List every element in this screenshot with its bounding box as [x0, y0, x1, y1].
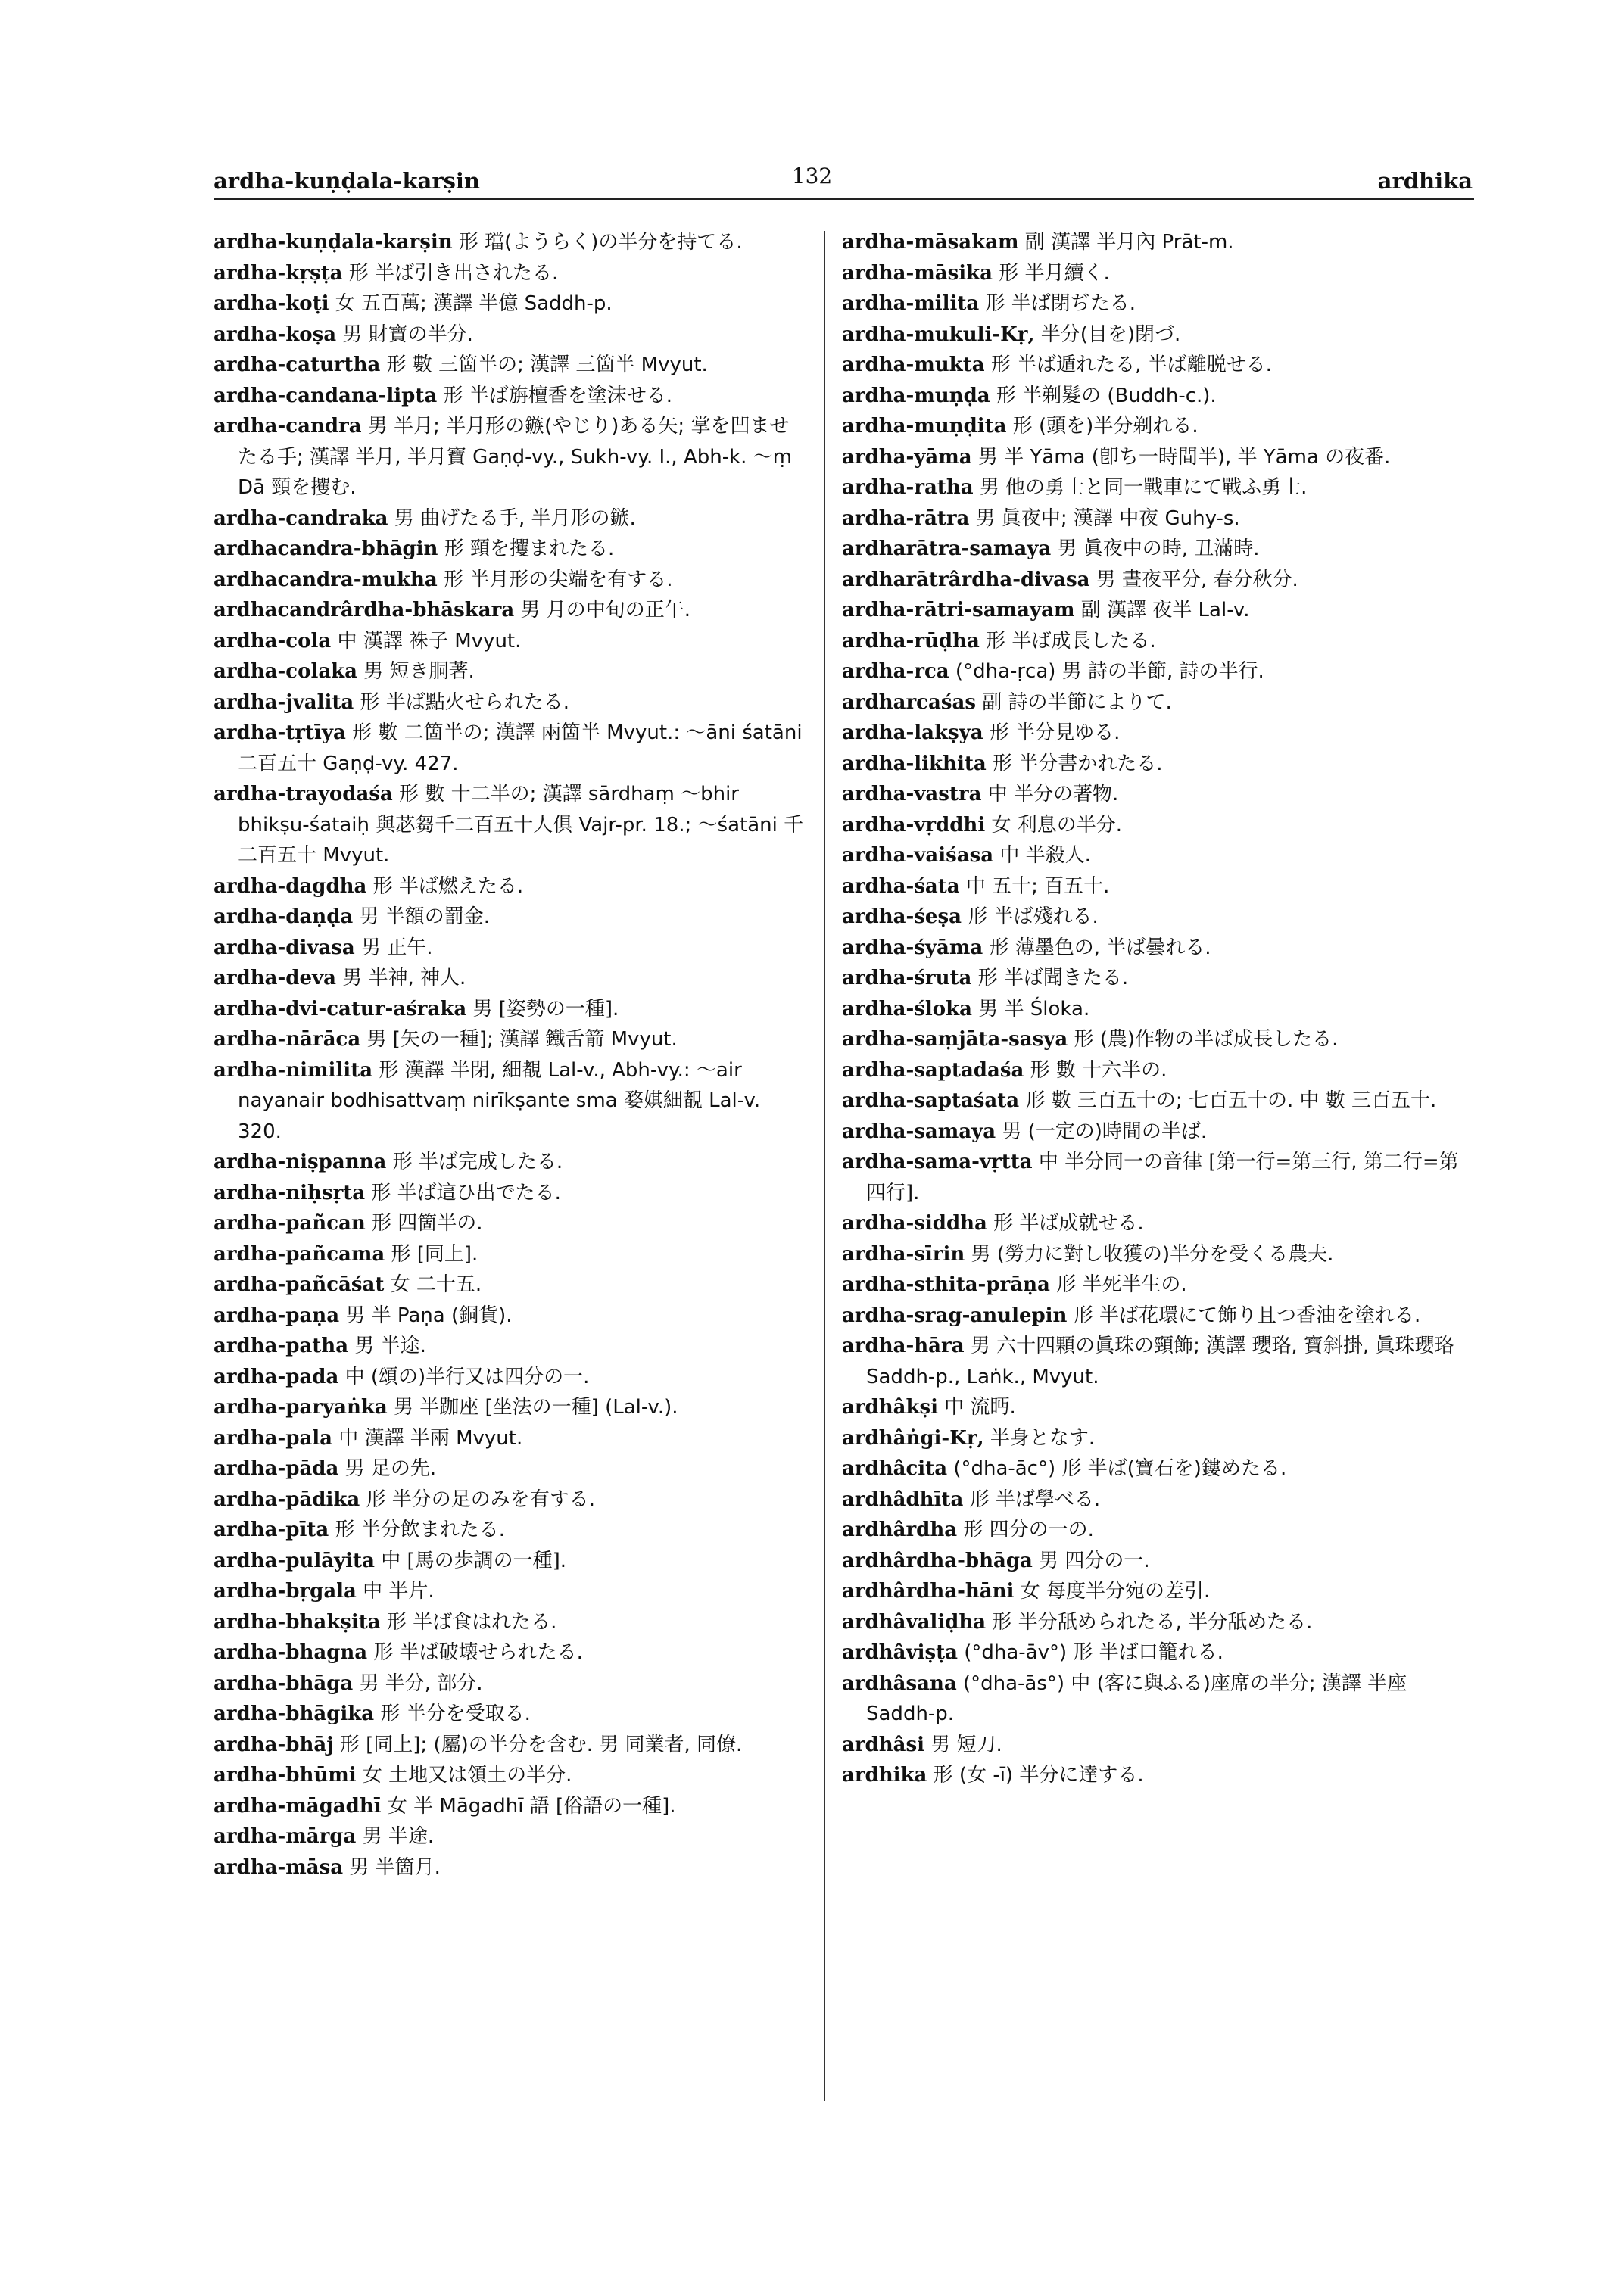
dictionary-entry	[842, 902, 1478, 933]
dictionary-entry	[842, 994, 1478, 1025]
dictionary-entry	[214, 1178, 804, 1209]
dictionary-entry	[214, 1668, 804, 1699]
entry-headword: ardha-daṇḍa	[214, 905, 354, 928]
dictionary-entry	[842, 749, 1478, 780]
entry-definition: (°dha-ās°) 中 (客に與ふる)座席の半分; 漢譯 半座 Saddh-p.	[866, 1671, 1407, 1725]
entry-headword: ardhâvaliḍha	[842, 1610, 987, 1634]
dictionary-entry	[214, 1055, 804, 1148]
entry-definition: 男 半月; 半月形の鏃(やじり)ある矢; 掌を凹ませたる手; 漢譯 半月, 半月寶 Gaṇḍ-vy., Sukh-vy. I., Abh-k. 〜ṃ Dā 頸を攫む.	[238, 415, 793, 499]
entry-headword: ardha-candraka	[214, 506, 388, 530]
dictionary-entry	[214, 1546, 804, 1577]
entry-headword: ardha-niṣpanna	[214, 1151, 387, 1173]
entry-definition: 中 半片.	[363, 1580, 435, 1603]
entry-definition: 男 四分の一.	[1039, 1549, 1150, 1572]
entry-definition: 男 半額の罰金.	[359, 905, 491, 928]
dictionary-entry	[214, 1362, 804, 1393]
dictionary-entry	[214, 1301, 804, 1332]
entry-definition: 中 半分の著物.	[987, 783, 1119, 805]
dictionary-entry	[214, 1760, 804, 1791]
dictionary-entry	[842, 1208, 1478, 1239]
dictionary-entry	[214, 1239, 804, 1270]
entry-definition: 形 半死半生の.	[1056, 1273, 1187, 1296]
entry-definition: 男 [姿勢の一種].	[472, 997, 619, 1020]
entry-definition: 形 半分飲まれたる.	[335, 1519, 505, 1541]
dictionary-entry	[842, 288, 1478, 319]
entry-definition: 男 眞夜中の時, 丑滿時.	[1057, 537, 1260, 560]
entry-definition: 形 半ば學べる.	[969, 1488, 1101, 1511]
dictionary-entry	[214, 994, 804, 1025]
dictionary-entry	[842, 1485, 1478, 1516]
entry-headword: ardha-nārāca	[214, 1028, 361, 1051]
entry-headword: ardha-patha	[214, 1335, 349, 1357]
dictionary-entry	[214, 1208, 804, 1239]
entry-headword: ardha-paryaṅka	[214, 1396, 388, 1419]
entry-headword: ardha-śata	[842, 874, 960, 898]
entry-headword: ardhacandra-mukha	[214, 568, 438, 591]
entry-headword: ardha-bhakṣita	[214, 1610, 381, 1634]
entry-definition: 形 半ば點火せられたる.	[360, 690, 570, 714]
entry-headword: ardhacandrârdha-bhāskara	[214, 599, 515, 622]
entry-headword: ardha-bhāj	[214, 1733, 334, 1756]
dictionary-entry	[214, 534, 804, 565]
entry-definition: 形 半ば旃檀香を塗沫せる.	[443, 384, 673, 407]
dictionary-entry	[842, 534, 1478, 565]
entry-headword: ardha-pīta	[214, 1519, 329, 1541]
entry-definition: 形 (女 -ī) 半分に達する.	[933, 1764, 1144, 1787]
entry-definition: 男 半 Śloka.	[978, 997, 1090, 1020]
entry-definition: 女 半 Māgadhī 語 [俗語の一種].	[387, 1794, 676, 1818]
dictionary-entry	[842, 1607, 1478, 1638]
entry-definition: 男 半 Yāma (卽ち一時間半), 半 Yāma の夜番.	[977, 445, 1391, 469]
entry-definition: 形 半ば聞きたる.	[977, 967, 1129, 989]
entry-headword: ardha-candana-lipta	[214, 384, 438, 407]
entry-headword: ardhâkṣi	[842, 1396, 939, 1419]
entry-definition: 男 六十四顆の眞珠の頸飾; 漢譯 瓔珞, 寶斜掛, 眞珠瓔珞 Saddh-p., Laṅk., Mvyut.	[866, 1335, 1454, 1388]
entry-headword: ardha-saptaśata	[842, 1089, 1020, 1112]
dictionary-entry	[842, 963, 1478, 994]
entry-headword: ardha-rātra	[842, 506, 970, 530]
entry-headword: ardha-paṇa	[214, 1304, 340, 1327]
entry-headword: ardha-saptadaśa	[842, 1058, 1024, 1082]
dictionary-entry	[842, 1331, 1478, 1392]
entry-headword: ardha-māsa	[214, 1855, 344, 1879]
entry-definition: 男 半途.	[362, 1825, 435, 1848]
dictionary-entry	[842, 442, 1478, 473]
entry-definition: 男 短き胴著.	[363, 660, 475, 683]
dictionary-entry	[842, 626, 1478, 657]
entry-headword: ardha-niḥsṛta	[214, 1181, 366, 1204]
entry-definition: 形 半ば殘れる.	[968, 905, 1099, 928]
entry-definition: 男 足の先.	[344, 1457, 437, 1480]
entry-headword: ardha-mukuli-Kṛ,	[842, 322, 1035, 346]
entry-definition: 男 半 Paṇa (銅貨).	[345, 1304, 513, 1327]
dictionary-entry	[842, 779, 1478, 810]
dictionary-entry	[842, 503, 1478, 534]
entry-headword: ardha-divasa	[214, 936, 355, 959]
entry-definition: 男 [矢の一種]; 漢譯 鐵舌箭 Mvyut.	[366, 1028, 678, 1051]
dictionary-entry	[214, 381, 804, 412]
entry-definition: 男 半分, 部分.	[359, 1671, 483, 1695]
entry-headword: ardha-bṛgala	[214, 1580, 357, 1603]
page-header	[0, 164, 1624, 206]
entry-definition: 形 半ば花環にて飾り且つ香油を塗れる.	[1073, 1304, 1421, 1327]
entry-headword: ardha-bhūmi	[214, 1764, 357, 1787]
entry-definition: 形 半ば閉ぢたる.	[985, 292, 1136, 315]
dictionary-entry	[842, 1730, 1478, 1761]
entry-definition: 中 漢譯 半兩 Mvyut.	[338, 1426, 523, 1450]
dictionary-entry	[214, 565, 804, 596]
entry-definition: 中 [馬の歩調の一種].	[381, 1549, 567, 1572]
entry-headword: ardha-koṭi	[214, 292, 329, 315]
entry-definition: 形 璫(ようらく)の半分を持てる.	[458, 231, 743, 254]
entry-definition: 形 薄墨色の, 半ば曇れる.	[989, 936, 1211, 959]
entry-definition: 形 數 三箇半の; 漢譯 三箇半 Mvyut.	[386, 354, 708, 376]
entry-headword: ardha-samaya	[842, 1120, 996, 1143]
entry-definition: 半身となす.	[990, 1426, 1096, 1450]
entry-definition: 形 半分見ゆる.	[989, 721, 1121, 744]
entry-definition: 男 眞夜中; 漢譯 中夜 Guhy-s.	[975, 506, 1240, 530]
running-head-left: ardha-kuṇḍala-karṣin	[214, 168, 481, 194]
entry-headword: ardhâcita	[842, 1457, 948, 1480]
dictionary-entry	[842, 1637, 1478, 1668]
left-column	[214, 227, 804, 1883]
entry-definition: 男 (一定の)時間の半ば.	[1002, 1120, 1208, 1143]
entry-headword: ardhârdha	[842, 1519, 958, 1541]
dictionary-entry	[214, 626, 804, 657]
entry-headword: ardha-cola	[214, 629, 332, 653]
entry-headword: ardhâdhīta	[842, 1488, 964, 1511]
entry-definition: 形 半月續く.	[999, 261, 1110, 285]
entry-headword: ardha-śeṣa	[842, 905, 962, 928]
dictionary-entry	[214, 595, 804, 626]
page-number: 132	[791, 164, 833, 188]
column-divider	[824, 231, 825, 2101]
entry-definition: 中 半分同一の音律 [第一行=第三行, 第二行=第四行].	[866, 1151, 1459, 1204]
entry-definition: 男 月の中旬の正午.	[520, 599, 690, 622]
dictionary-entry	[214, 1453, 804, 1485]
entry-headword: ardha-koṣa	[214, 322, 337, 346]
dictionary-entry	[214, 1147, 804, 1178]
dictionary-entry	[842, 258, 1478, 289]
entry-definition: 女 利息の半分.	[991, 813, 1123, 837]
entry-definition: 形 (頭を)半分剃れる.	[1012, 415, 1199, 438]
entry-headword: ardharcaśas	[842, 690, 976, 714]
entry-definition: 形 半ば成就せる.	[993, 1212, 1144, 1235]
entry-definition: (°dha-ṛca) 男 詩の半節, 詩の半行.	[955, 660, 1264, 683]
entry-definition: 男 (勞力に對し收獲の)半分を受くる農夫.	[971, 1242, 1334, 1266]
entry-definition: 形 半ば這ひ出でたる.	[371, 1181, 561, 1204]
dictionary-entry	[842, 1515, 1478, 1546]
entry-headword: ardha-nimilita	[214, 1058, 373, 1082]
dictionary-entry	[842, 1055, 1478, 1086]
entry-headword: ardhika	[842, 1764, 927, 1787]
entry-headword: ardhârdha-hāni	[842, 1580, 1015, 1603]
entry-definition: 男 他の勇士と同一戰車にて戰ふ勇士.	[979, 476, 1308, 499]
entry-headword: ardha-bhagna	[214, 1641, 368, 1664]
entry-definition: 形 半ば成長したる.	[986, 629, 1156, 653]
entry-headword: ardha-candra	[214, 415, 362, 438]
entry-definition: 形 半月形の尖端を有する.	[444, 568, 673, 591]
dictionary-entry	[214, 258, 804, 289]
entry-definition: 形 半ば遁れたる, 半ば離脱せる.	[990, 354, 1272, 376]
dictionary-entry	[214, 902, 804, 933]
entry-headword: ardha-pāda	[214, 1457, 339, 1480]
entry-definition: 副 漢譯 半月內 Prāt-m.	[1024, 231, 1234, 254]
entry-headword: ardha-muṇḍita	[842, 415, 1007, 438]
dictionary-entry	[842, 1301, 1478, 1332]
entry-definition: 中 五十; 百五十.	[965, 874, 1110, 898]
entry-headword: ardha-rūḍha	[842, 629, 980, 653]
entry-definition: 形 [同上].	[391, 1242, 478, 1266]
dictionary-entry	[214, 871, 804, 902]
dictionary-entry	[214, 1485, 804, 1516]
dictionary-entry	[214, 319, 804, 350]
entry-headword: ardha-bhāgika	[214, 1703, 375, 1725]
entry-definition: 男 曲げたる手, 半月形の鏃.	[394, 506, 636, 530]
entry-headword: ardha-milita	[842, 292, 980, 315]
entry-definition: 男 財寶の半分.	[342, 322, 473, 346]
dictionary-entry	[214, 963, 804, 994]
dictionary-entry	[842, 1239, 1478, 1270]
entry-definition: 男 半箇月.	[349, 1855, 441, 1879]
dictionary-entry	[842, 1147, 1478, 1208]
dictionary-entry	[214, 1024, 804, 1055]
entry-headword: ardhâsi	[842, 1733, 924, 1756]
entry-headword: ardha-tṛtīya	[214, 721, 346, 744]
entry-definition: 形 半分を受取る.	[380, 1703, 531, 1725]
entry-headword: ardha-vaiśasa	[842, 844, 994, 867]
entry-headword: ardha-pañcan	[214, 1212, 366, 1235]
entry-headword: ardha-jvalita	[214, 690, 354, 714]
dictionary-entry	[214, 1730, 804, 1761]
entry-definition: 形 半分舐められたる, 半分舐めたる.	[992, 1610, 1313, 1634]
entry-headword: ardha-kṛṣṭa	[214, 261, 343, 285]
entry-headword: ardha-lakṣya	[842, 721, 983, 744]
header-rule	[214, 198, 1474, 200]
dictionary-entry	[214, 350, 804, 381]
entry-headword: ardha-mukta	[842, 354, 985, 376]
entry-definition: 半分(目を)閉づ.	[1040, 322, 1181, 346]
dictionary-entry	[842, 840, 1478, 871]
entry-headword: ardha-deva	[214, 967, 336, 989]
dictionary-entry	[842, 1423, 1478, 1454]
dictionary-entry	[842, 656, 1478, 687]
entry-headword: ardha-muṇḍa	[842, 384, 990, 407]
dictionary-entry	[842, 1453, 1478, 1485]
entry-headword: ardha-pulāyita	[214, 1549, 375, 1572]
dictionary-entry	[214, 1607, 804, 1638]
entry-headword: ardhârdha-bhāga	[842, 1549, 1033, 1572]
dictionary-entry	[842, 595, 1478, 626]
entry-headword: ardha-rca	[842, 660, 949, 683]
dictionary-entry	[842, 1668, 1478, 1730]
entry-definition: 副 詩の半節によりて.	[982, 690, 1172, 714]
dictionary-entry	[214, 1576, 804, 1607]
dictionary-entry	[214, 411, 804, 503]
entry-definition: 形 半分書かれたる.	[992, 752, 1163, 775]
entry-definition: 男 半神, 神人.	[342, 967, 466, 989]
dictionary-entry	[842, 350, 1478, 381]
entry-headword: ardha-sthita-prāṇa	[842, 1273, 1050, 1296]
entry-headword: ardha-pañcama	[214, 1242, 385, 1266]
dictionary-entry	[214, 1699, 804, 1730]
entry-headword: ardha-sīrin	[842, 1242, 965, 1266]
dictionary-entry	[842, 565, 1478, 596]
entry-definition: 形 半ば食はれたる.	[386, 1610, 557, 1634]
entry-definition: 女 土地又は領土の半分.	[362, 1764, 572, 1787]
entry-headword: ardha-rātri-samayam	[842, 599, 1075, 622]
entry-headword: ardha-vṛddhi	[842, 813, 986, 837]
dictionary-entry	[842, 1024, 1478, 1055]
entry-headword: ardhâviṣṭa	[842, 1641, 958, 1664]
entry-definition: 女 每度半分宛の差引.	[1020, 1580, 1211, 1603]
dictionary-entry	[214, 1331, 804, 1362]
dictionary-entry	[214, 1637, 804, 1668]
entry-definition: 形 半剃髮の (Buddh-c.).	[996, 384, 1217, 407]
entry-definition: 女 二十五.	[390, 1273, 482, 1296]
entry-definition: 形 [同上]; (屬)の半分を含む. 男 同業者, 同僚.	[339, 1733, 743, 1756]
entry-definition: 形 頸を攫まれたる.	[444, 537, 615, 560]
entry-headword: ardharātra-samaya	[842, 537, 1052, 560]
entry-headword: ardha-māsakam	[842, 231, 1019, 254]
entry-headword: ardha-trayodaśa	[214, 783, 393, 805]
entry-definition: 中 半殺人.	[999, 844, 1091, 867]
dictionary-entry	[842, 381, 1478, 412]
entry-definition: 形 數 十六半の.	[1030, 1058, 1167, 1082]
dictionary-entry	[214, 656, 804, 687]
entry-headword: ardhâṅgi-Kṛ,	[842, 1426, 984, 1450]
dictionary-entry	[842, 687, 1478, 718]
dictionary-entry	[214, 1392, 804, 1423]
entry-headword: ardha-pada	[214, 1365, 339, 1388]
entry-headword: ardha-mārga	[214, 1825, 357, 1848]
dictionary-entry	[842, 411, 1478, 442]
dictionary-entry	[842, 1760, 1478, 1791]
dictionary-entry	[842, 933, 1478, 964]
entry-headword: ardha-śruta	[842, 967, 972, 989]
entry-headword: ardha-colaka	[214, 660, 358, 683]
entry-definition: 中 漢譯 袾子 Mvyut.	[337, 629, 522, 653]
entry-definition: 中 (頌の)半行又は四分の一.	[344, 1365, 590, 1388]
entry-headword: ardha-siddha	[842, 1212, 987, 1235]
entry-headword: ardha-pādika	[214, 1488, 360, 1511]
entry-headword: ardha-likhita	[842, 752, 987, 775]
entry-headword: ardha-sama-vṛtta	[842, 1151, 1033, 1173]
entry-definition: 男 正午.	[361, 936, 433, 959]
entry-headword: ardha-bhāga	[214, 1671, 354, 1695]
entry-definition: 形 四箇半の.	[372, 1212, 483, 1235]
entry-definition: 形 半ば完成したる.	[392, 1151, 563, 1173]
entry-definition: 副 漢譯 夜半 Lal-v.	[1080, 599, 1250, 622]
dictionary-entry	[214, 1791, 804, 1822]
entry-definition: 形 半ば破壊せられたる.	[373, 1641, 583, 1664]
entry-headword: ardhacandra-bhāgin	[214, 537, 438, 560]
dictionary-entry	[842, 1392, 1478, 1423]
entry-definition: 男 半跏座 [坐法の一種] (Lal-v.).	[393, 1396, 678, 1419]
dictionary-entry	[214, 718, 804, 779]
dictionary-entry	[214, 227, 804, 258]
dictionary-entry	[842, 1270, 1478, 1301]
entry-headword: ardharātrârdha-divasa	[842, 568, 1090, 591]
entry-headword: ardha-srag-anulepin	[842, 1304, 1068, 1327]
entry-headword: ardha-caturtha	[214, 354, 381, 376]
dictionary-entry	[842, 1576, 1478, 1607]
entry-headword: ardha-pañcāśat	[214, 1273, 385, 1296]
dictionary-entry	[842, 319, 1478, 350]
entry-headword: ardha-kuṇḍala-karṣin	[214, 231, 453, 254]
dictionary-entry	[214, 687, 804, 718]
dictionary-entry	[842, 810, 1478, 841]
right-column	[842, 227, 1478, 1791]
dictionary-entry	[842, 227, 1478, 258]
entry-headword: ardha-saṃjāta-sasya	[842, 1028, 1068, 1051]
entry-definition: 形 半ば燃えたる.	[372, 874, 524, 898]
entry-headword: ardha-māgadhī	[214, 1794, 382, 1818]
entry-headword: ardha-yāma	[842, 445, 972, 469]
entry-headword: ardha-śloka	[842, 997, 972, 1020]
dictionary-entry	[842, 718, 1478, 749]
dictionary-entry	[842, 472, 1478, 503]
entry-definition: 形 四分の一の.	[963, 1519, 1094, 1541]
entry-definition: 男 短刀.	[930, 1733, 1002, 1756]
entry-definition: 中 流眄.	[944, 1396, 1016, 1419]
entry-definition: 形 數 三百五十の; 七百五十の. 中 數 三百五十.	[1025, 1089, 1437, 1112]
entry-headword: ardha-māsika	[842, 261, 993, 285]
entry-definition: (°dha-āv°) 形 半ば口籠れる.	[964, 1641, 1223, 1664]
entry-headword: ardha-vastra	[842, 783, 982, 805]
entry-headword: ardhâsana	[842, 1671, 957, 1695]
dictionary-entry	[842, 1546, 1478, 1577]
dictionary-entry	[842, 1117, 1478, 1148]
entry-headword: ardha-ratha	[842, 476, 974, 499]
entry-headword: ardha-dagdha	[214, 874, 367, 898]
dictionary-entry	[214, 933, 804, 964]
dictionary-entry	[842, 1086, 1478, 1117]
dictionary-entry	[214, 1270, 804, 1301]
entry-definition: 形 數 十二半の; 漢譯 sārdhaṃ 〜bhir bhikṣu-śataiḥ 與苾芻千二百五十人俱 Vajr-pr. 18.; 〜śatāni 千二百五十 Mvyut.	[238, 783, 804, 867]
dictionary-entry	[214, 288, 804, 319]
dictionary-entry	[214, 1821, 804, 1852]
dictionary-entry	[214, 1423, 804, 1454]
entry-headword: ardha-pala	[214, 1426, 333, 1450]
dictionary-entry	[214, 779, 804, 871]
entry-definition: 形 (農)作物の半ば成長したる.	[1074, 1028, 1339, 1051]
entry-headword: ardha-hāra	[842, 1335, 965, 1357]
entry-definition: 形 漢譯 半閉, 細覩 Lal-v., Abh-vy.: 〜air nayanair bodhisattvaṃ nirīkṣante sma 婺娸細覩 Lal-v. 320.	[238, 1058, 761, 1143]
dictionary-entry	[842, 871, 1478, 902]
entry-definition: 形 半ば引き出されたる.	[348, 261, 559, 285]
entry-definition: 女 五百萬; 漢譯 半億 Saddh-p.	[335, 292, 613, 315]
entry-definition: (°dha-āc°) 形 半ば(寶石を)鏤めたる.	[953, 1457, 1287, 1480]
running-head-right: ardhika	[1377, 168, 1473, 194]
dictionary-entry	[214, 1515, 804, 1546]
dictionary-entry	[214, 503, 804, 534]
entry-definition: 男 晝夜平分, 春分秋分.	[1096, 568, 1298, 591]
entry-headword: ardha-śyāma	[842, 936, 983, 959]
entry-definition: 男 半途.	[354, 1335, 426, 1357]
entry-definition: 形 數 二箇半の; 漢譯 兩箇半 Mvyut.: 〜āni śatāni 二百五十 Gaṇḍ-vy. 427.	[238, 721, 803, 775]
dictionary-entry	[214, 1852, 804, 1883]
entry-definition: 形 半分の足のみを有する.	[366, 1488, 596, 1511]
entry-headword: ardha-dvi-catur-aśraka	[214, 997, 467, 1020]
